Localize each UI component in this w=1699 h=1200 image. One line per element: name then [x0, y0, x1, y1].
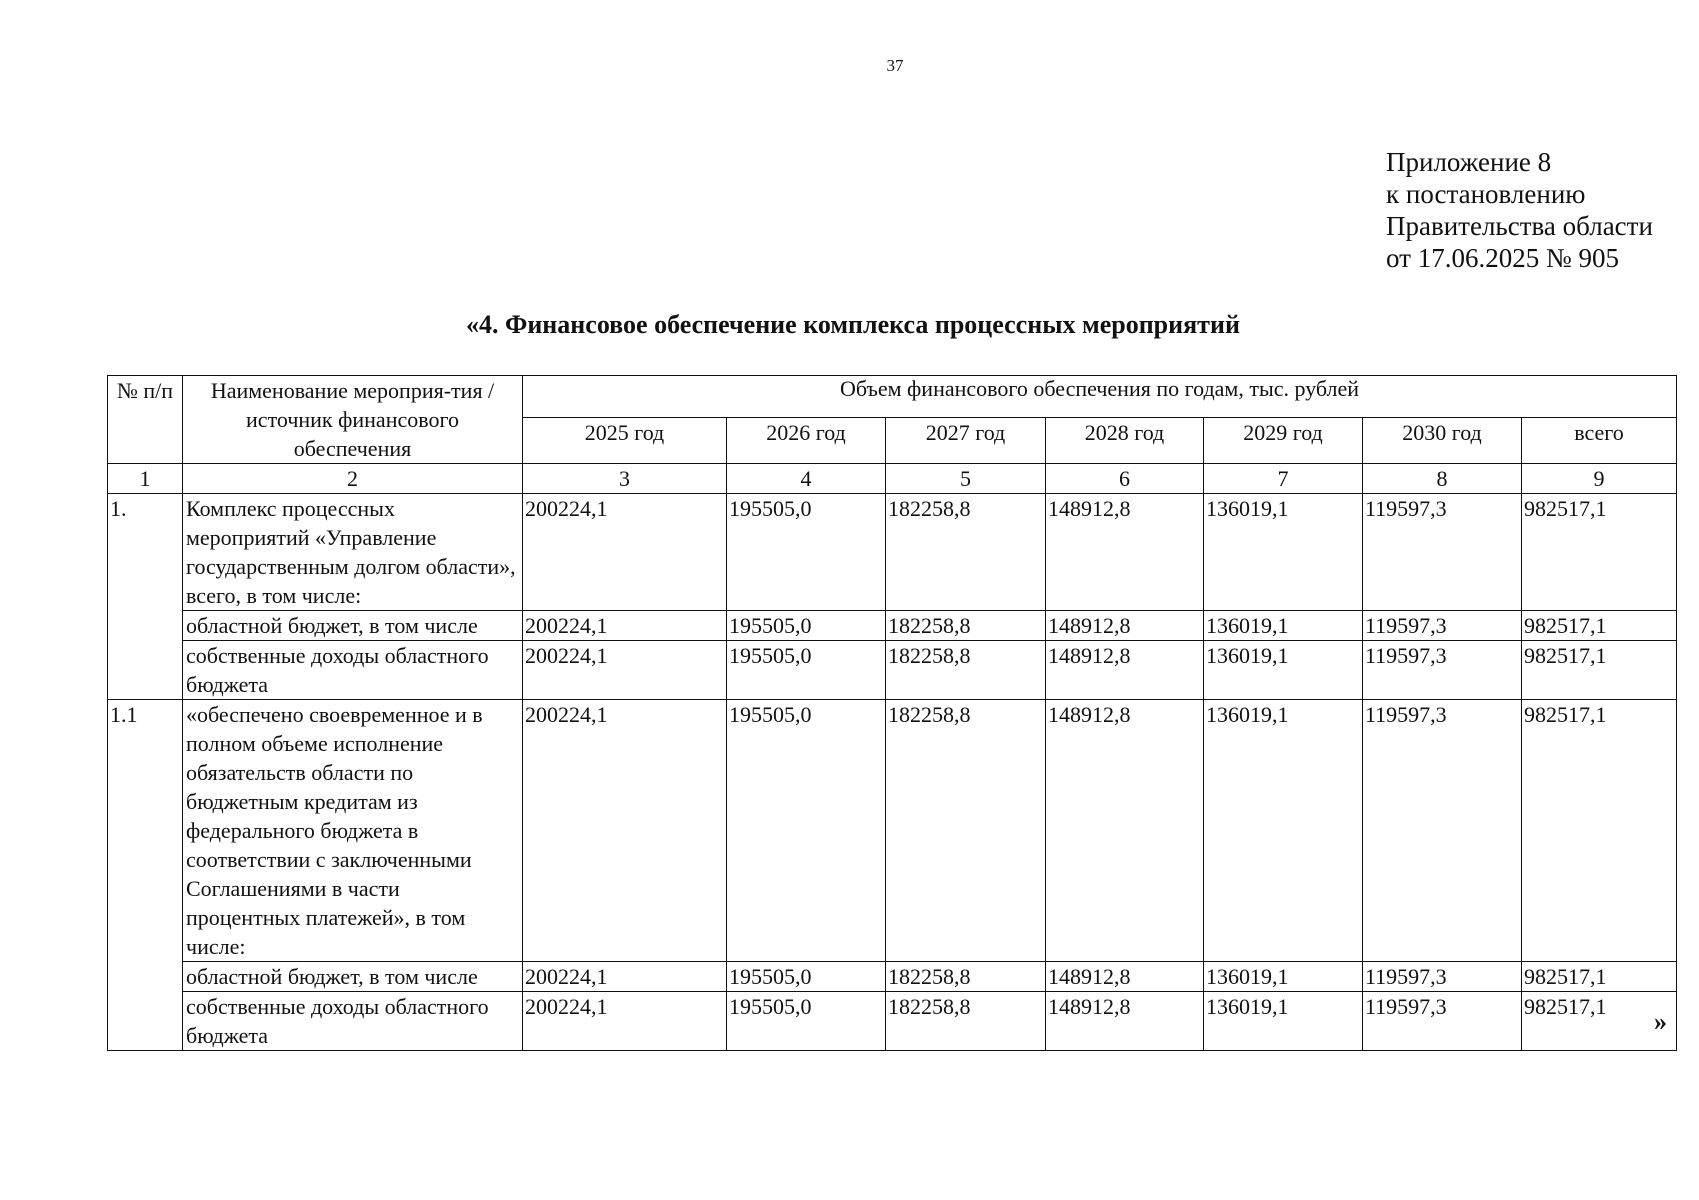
value-cell: 195505,0	[727, 494, 886, 611]
row-name: «обеспечено своевременное и в полном объеме исполнение обязательств области по бюджетным кредитам из федерального бюджета в соответствии с заключенными Соглашениями в части процентных платежей», в том числе:	[183, 700, 523, 962]
header-name: Наименование мероприя-тия / источник финансового обеспечения	[183, 376, 523, 464]
value-cell: 136019,1	[1204, 992, 1363, 1051]
appendix-note	[1386, 146, 1653, 274]
value-cell: 200224,1	[523, 700, 727, 962]
column-number: 5	[886, 464, 1046, 494]
appendix-line: Правительства области	[1386, 211, 1653, 241]
value-cell: 136019,1	[1204, 962, 1363, 992]
value-cell: 119597,3	[1363, 962, 1522, 992]
page-number: 37	[886, 56, 904, 75]
table-row	[108, 962, 1677, 992]
value-cell: 200224,1	[523, 611, 727, 641]
value-cell: 136019,1	[1204, 641, 1363, 700]
value-cell: 119597,3	[1363, 494, 1522, 611]
header-year: 2028 год	[1046, 417, 1204, 463]
value-cell: 119597,3	[1363, 700, 1522, 962]
column-number: 1	[108, 464, 183, 494]
column-number: 3	[523, 464, 727, 494]
value-cell: 182258,8	[886, 494, 1046, 611]
value-cell: 119597,3	[1363, 641, 1522, 700]
value-cell: 148912,8	[1046, 494, 1204, 611]
header-num: № п/п	[108, 376, 183, 464]
value-cell: 136019,1	[1204, 700, 1363, 962]
column-number: 2	[183, 464, 523, 494]
appendix-line: от 17.06.2025 № 905	[1386, 243, 1619, 273]
table-row	[108, 992, 1677, 1051]
column-number: 6	[1046, 464, 1204, 494]
row-name: Комплекс процессных мероприятий «Управление государственным долгом области», всего, в том числе:	[183, 494, 523, 611]
value-cell: 982517,1	[1522, 992, 1677, 1051]
header-year: 2030 год	[1363, 417, 1522, 463]
value-cell: 148912,8	[1046, 611, 1204, 641]
value-cell: 119597,3	[1363, 992, 1522, 1051]
value-cell: 182258,8	[886, 611, 1046, 641]
appendix-line: Приложение 8	[1386, 147, 1552, 177]
column-number: 7	[1204, 464, 1363, 494]
value-cell: 982517,1	[1522, 494, 1677, 611]
header-year: 2026 год	[727, 417, 886, 463]
value-cell: 136019,1	[1204, 494, 1363, 611]
value-cell: 195505,0	[727, 962, 886, 992]
appendix-line: к постановлению	[1386, 179, 1586, 209]
column-number: 9	[1522, 464, 1677, 494]
value-cell: 148912,8	[1046, 962, 1204, 992]
value-cell: 148912,8	[1046, 992, 1204, 1051]
value-cell: 195505,0	[727, 992, 886, 1051]
row-name: областной бюджет, в том числе	[183, 611, 523, 641]
column-number: 8	[1363, 464, 1522, 494]
value-cell: 182258,8	[886, 700, 1046, 962]
value-cell: 136019,1	[1204, 611, 1363, 641]
value-cell: 195505,0	[727, 611, 886, 641]
row-name: собственные доходы областного бюджета	[183, 992, 523, 1051]
header-volume: Объем финансового обеспечения по годам, тыс. рублей	[523, 376, 1677, 418]
value-cell: 119597,3	[1363, 611, 1522, 641]
column-number: 4	[727, 464, 886, 494]
value-cell: 200224,1	[523, 494, 727, 611]
value-cell: 982517,1	[1522, 700, 1677, 962]
financing-table	[107, 375, 1677, 1051]
value-cell: 182258,8	[886, 962, 1046, 992]
table-row	[108, 611, 1677, 641]
row-number: 1.1	[108, 700, 183, 1051]
value-cell: 982517,1	[1522, 962, 1677, 992]
value-cell: 195505,0	[727, 641, 886, 700]
header-row	[108, 376, 1677, 418]
row-name: собственные доходы областного бюджета	[183, 641, 523, 700]
value-cell: 200224,1	[523, 992, 727, 1051]
value-cell: 200224,1	[523, 962, 727, 992]
header-total: всего	[1522, 417, 1677, 463]
value-cell: 982517,1	[1522, 641, 1677, 700]
closing-quote: »	[1654, 1007, 1667, 1036]
section-title: «4. Финансовое обеспечение комплекса процессных мероприятий	[466, 310, 1240, 339]
table-row	[108, 494, 1677, 611]
row-name: областной бюджет, в том числе	[183, 962, 523, 992]
header-year: 2027 год	[886, 417, 1046, 463]
header-year: 2029 год	[1204, 417, 1363, 463]
table-row	[108, 700, 1677, 962]
value-cell: 182258,8	[886, 992, 1046, 1051]
value-cell: 982517,1	[1522, 611, 1677, 641]
row-number: 1.	[108, 494, 183, 700]
table-row	[108, 641, 1677, 700]
value-cell: 148912,8	[1046, 641, 1204, 700]
value-cell: 200224,1	[523, 641, 727, 700]
value-cell: 195505,0	[727, 700, 886, 962]
value-cell: 148912,8	[1046, 700, 1204, 962]
header-year: 2025 год	[523, 417, 727, 463]
value-cell: 182258,8	[886, 641, 1046, 700]
column-number-row	[108, 464, 1677, 494]
